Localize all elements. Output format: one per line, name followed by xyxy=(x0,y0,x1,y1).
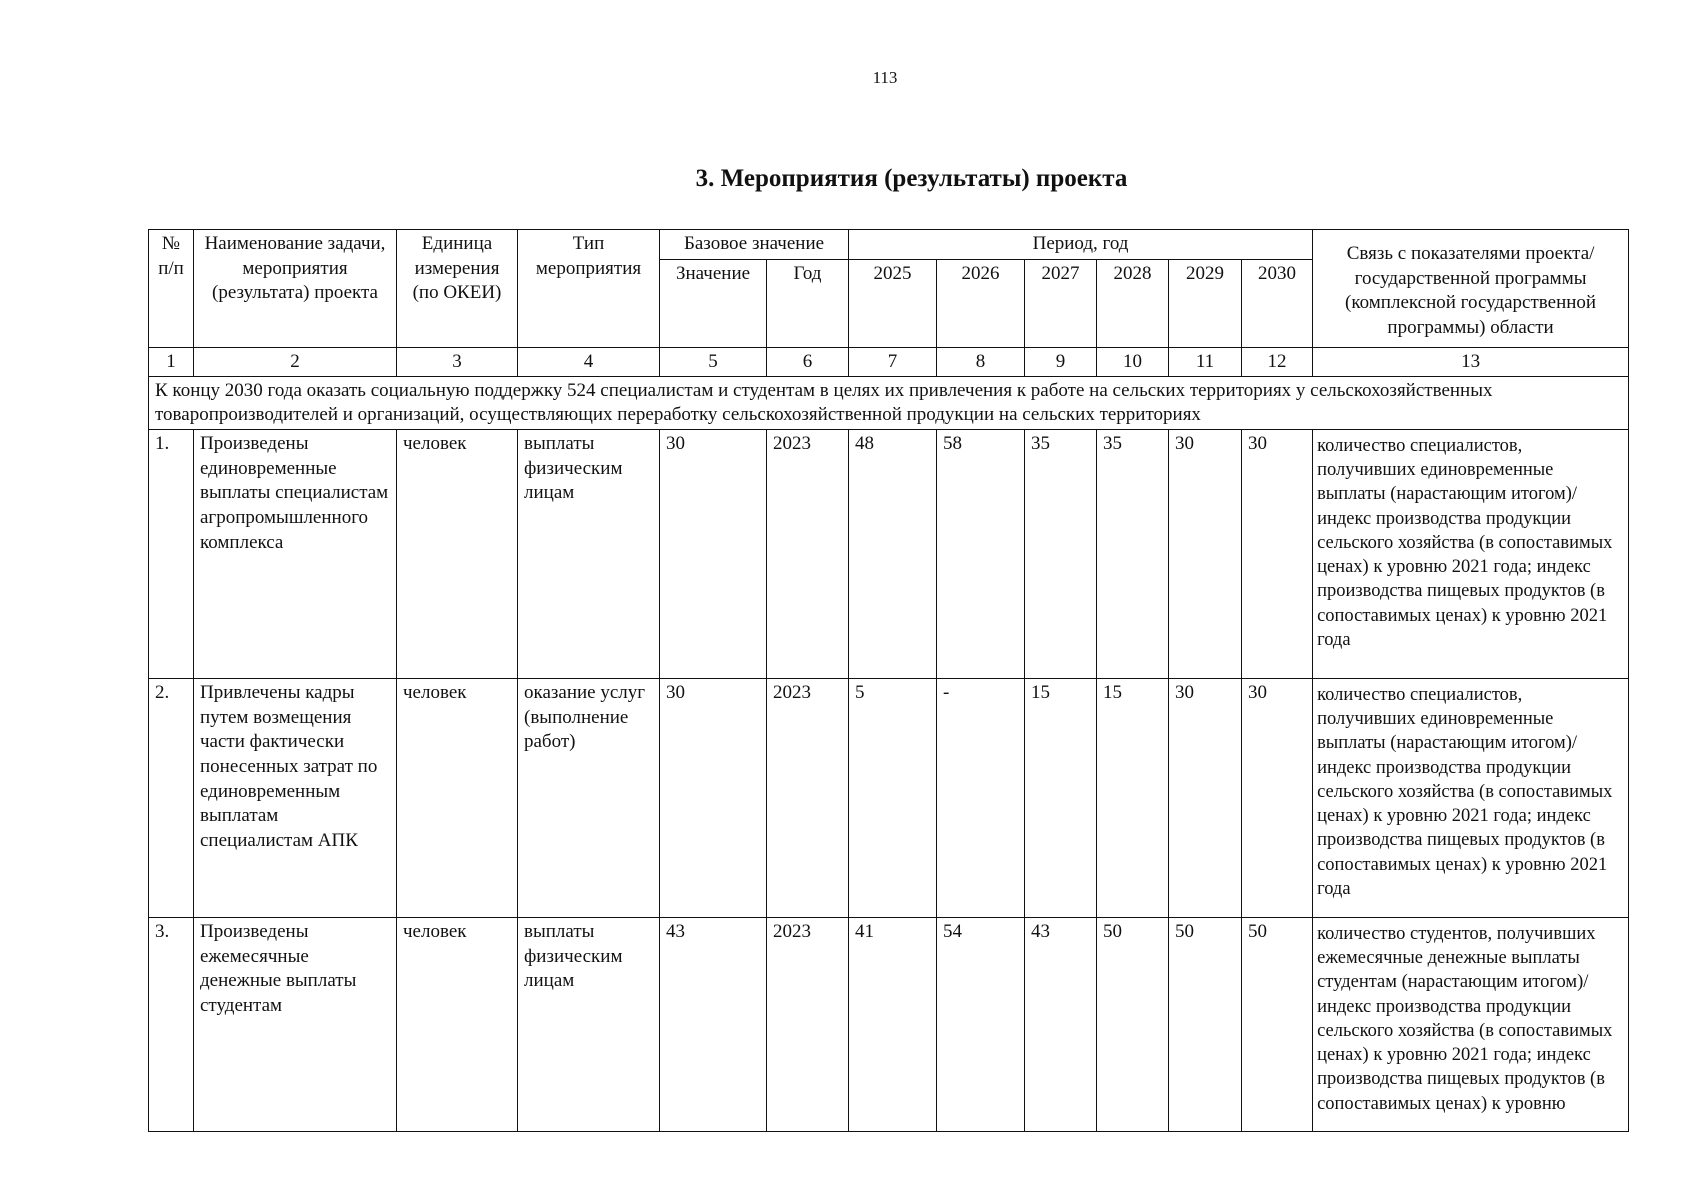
row-base-value: 30 xyxy=(660,678,767,917)
column-number: 7 xyxy=(849,347,937,377)
row-value-2030: 30 xyxy=(1242,678,1313,917)
row-base-year: 2023 xyxy=(767,678,849,917)
column-number: 9 xyxy=(1025,347,1097,377)
column-number: 12 xyxy=(1242,347,1313,377)
row-unit: человек xyxy=(397,917,518,1131)
header-year-2025: 2025 xyxy=(849,259,937,347)
column-number: 8 xyxy=(937,347,1025,377)
row-unit: человек xyxy=(397,678,518,917)
row-type: оказание услуг (выполнение работ) xyxy=(518,678,660,917)
header-name: Наименование задачи, мероприятия (результата) проекта xyxy=(194,230,397,348)
column-number: 10 xyxy=(1097,347,1169,377)
header-year-2028: 2028 xyxy=(1097,259,1169,347)
header-base-value: Значение xyxy=(660,259,767,347)
row-link: количество специалистов, получивших единовременные выплаты (нарастающим итогом)/индекс производства продукции сельского хозяйства (в сопоставимых ценах) к уровню 2021 года; индекс производства пищевых продуктов (в сопоставимых ценах) к уровню 2021 года xyxy=(1313,429,1629,678)
header-base: Базовое значение xyxy=(660,230,849,260)
row-value-2025: 48 xyxy=(849,429,937,678)
row-unit: человек xyxy=(397,429,518,678)
column-number: 1 xyxy=(149,347,194,377)
row-type: выплаты физическим лицам xyxy=(518,429,660,678)
header-year-2026: 2026 xyxy=(937,259,1025,347)
header-year-2029: 2029 xyxy=(1169,259,1242,347)
row-value-2026: - xyxy=(937,678,1025,917)
header-num: № п/п xyxy=(149,230,194,348)
row-num: 3. xyxy=(149,917,194,1131)
row-value-2030: 50 xyxy=(1242,917,1313,1131)
header-type: Тип мероприятия xyxy=(518,230,660,348)
row-value-2025: 5 xyxy=(849,678,937,917)
row-type: выплаты физическим лицам xyxy=(518,917,660,1131)
row-value-2028: 15 xyxy=(1097,678,1169,917)
goal-text: К концу 2030 года оказать социальную поддержку 524 специалистам и студентам в целях их привлечения к работе на сельских территориях у сельскохозяйственных товаропроизводителей и организаций, осуществляющих переработку сельскохозяйственной продукции на сельских территориях xyxy=(149,377,1629,430)
row-name: Привлечены кадры путем возмещения части фактически понесенных затрат по единовременным выплатам специалистам АПК xyxy=(194,678,397,917)
table-row xyxy=(149,429,1629,678)
row-base-value: 30 xyxy=(660,429,767,678)
row-value-2030: 30 xyxy=(1242,429,1313,678)
header-base-year: Год xyxy=(767,259,849,347)
header-period: Период, год xyxy=(849,230,1313,260)
row-value-2026: 58 xyxy=(937,429,1025,678)
column-number: 4 xyxy=(518,347,660,377)
row-value-2025: 41 xyxy=(849,917,937,1131)
header-year-2027: 2027 xyxy=(1025,259,1097,347)
header-unit: Единица измерения (по ОКЕИ) xyxy=(397,230,518,348)
project-activities-table xyxy=(148,229,1629,1132)
row-link: количество специалистов, получивших единовременные выплаты (нарастающим итогом)/индекс производства продукции сельского хозяйства (в сопоставимых ценах) к уровню 2021 года; индекс производства пищевых продуктов (в сопоставимых ценах) к уровню 2021 года xyxy=(1313,678,1629,917)
row-base-value: 43 xyxy=(660,917,767,1131)
row-link: количество студентов, получивших ежемесячные денежные выплаты студентам (нарастающим итогом)/индекс производства продукции сельского хозяйства (в сопоставимых ценах) к уровню 2021 года; индекс производства пищевых продуктов (в сопоставимых ценах) к уровню xyxy=(1313,917,1629,1131)
row-name: Произведены ежемесячные денежные выплаты студентам xyxy=(194,917,397,1131)
row-num: 2. xyxy=(149,678,194,917)
row-value-2028: 50 xyxy=(1097,917,1169,1131)
column-number: 11 xyxy=(1169,347,1242,377)
row-value-2027: 43 xyxy=(1025,917,1097,1131)
row-value-2026: 54 xyxy=(937,917,1025,1131)
row-value-2029: 30 xyxy=(1169,678,1242,917)
page-number: 113 xyxy=(872,68,898,87)
row-base-year: 2023 xyxy=(767,917,849,1131)
page-title: 3. Мероприятия (результаты) проекта xyxy=(695,165,1128,192)
column-number: 2 xyxy=(194,347,397,377)
row-base-year: 2023 xyxy=(767,429,849,678)
row-value-2027: 35 xyxy=(1025,429,1097,678)
column-number: 13 xyxy=(1313,347,1629,377)
row-value-2029: 50 xyxy=(1169,917,1242,1131)
row-value-2029: 30 xyxy=(1169,429,1242,678)
row-name: Произведены единовременные выплаты специалистам агропромышленного комплекса xyxy=(194,429,397,678)
column-number: 3 xyxy=(397,347,518,377)
goal-row xyxy=(149,377,1629,430)
table-row xyxy=(149,678,1629,917)
header-year-2030: 2030 xyxy=(1242,259,1313,347)
column-number-row xyxy=(149,347,1629,377)
column-number: 5 xyxy=(660,347,767,377)
row-num: 1. xyxy=(149,429,194,678)
column-number: 6 xyxy=(767,347,849,377)
row-value-2027: 15 xyxy=(1025,678,1097,917)
header-link: Связь с показателями проекта/государственной программы (комплексной государственной программы) области xyxy=(1313,230,1629,348)
row-value-2028: 35 xyxy=(1097,429,1169,678)
table-row xyxy=(149,917,1629,1131)
